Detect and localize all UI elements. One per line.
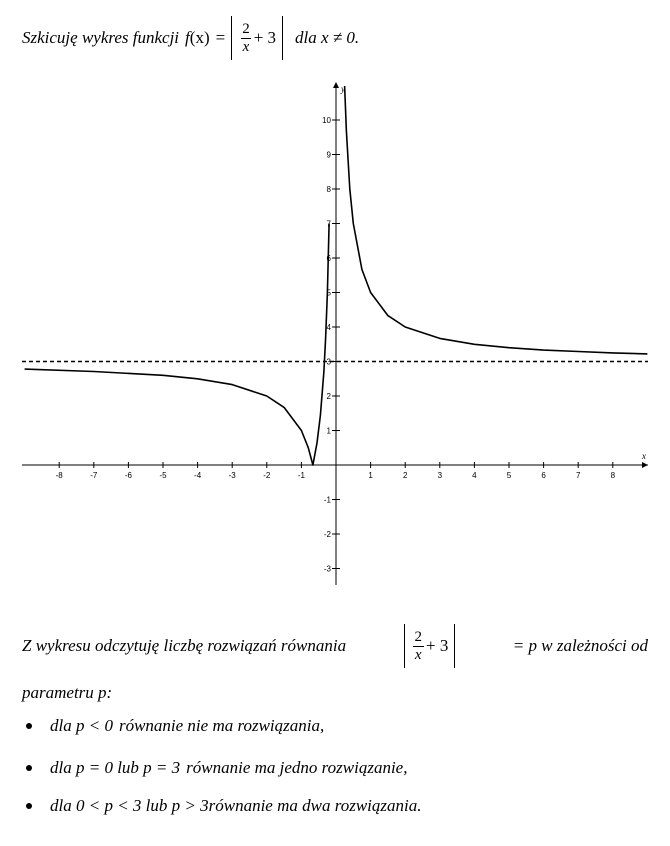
y-tick-label: 5 [326, 288, 331, 298]
bullet-dot-icon [26, 765, 32, 771]
function-curve-2 [342, 80, 647, 354]
x-tick-label: -4 [194, 471, 202, 480]
y-tick-label: 2 [326, 392, 331, 401]
fraction-denominator-2: x [414, 646, 422, 663]
bullet-item-1 [22, 716, 324, 736]
x-tick-label: 1 [368, 471, 373, 480]
x-axis-arrow-icon [642, 462, 648, 468]
x-tick-label: 7 [575, 471, 581, 480]
domain-text: dla x ≠ 0. [295, 28, 360, 47]
bullet-text: równanie ma dwa rozwiązania. [208, 796, 422, 815]
y-tick-label: 3 [326, 357, 331, 367]
y-tick-label: -3 [323, 564, 331, 574]
y-tick-label: 8 [326, 185, 331, 194]
fraction-denominator: x [242, 38, 250, 55]
y-tick-label: 1 [326, 426, 331, 436]
function-curve-1 [25, 224, 330, 466]
question-prefix: Z wykresu odczytuję liczbę rozwiązań równania [22, 636, 347, 655]
intro-line [22, 18, 359, 58]
y-tick-label: -2 [323, 530, 331, 539]
bullet-text: równanie nie ma rozwiązania, [118, 716, 325, 735]
curves-group [22, 80, 648, 465]
plus-term-2: + 3 [426, 636, 449, 655]
y-axis-arrow-icon [333, 82, 339, 88]
x-tick-label: -7 [90, 471, 98, 480]
plus-term: + 3 [253, 28, 277, 47]
parameter-line: parametru p: [22, 683, 113, 702]
y-tick-label: 10 [322, 116, 331, 125]
abs-bar-right-2 [454, 624, 455, 668]
function-name: f [185, 28, 190, 47]
x-tick-label: -5 [159, 471, 167, 480]
x-tick-label: 2 [402, 471, 408, 480]
x-tick-label: -8 [55, 471, 63, 480]
equals-sign: = [215, 28, 226, 47]
bullet-math: dla 0 < p < 3 lub p > 3 [50, 796, 209, 815]
fraction-numerator: 2 [242, 20, 250, 37]
x-tick-label: 3 [437, 471, 443, 480]
bullet-math: dla p = 0 lub p = 3 [50, 758, 181, 777]
bullet-item-2 [22, 758, 407, 778]
fraction-numerator-2: 2 [414, 628, 423, 645]
bullet-text: równanie ma jedno rozwiązanie, [186, 758, 408, 777]
x-tick-label: -1 [297, 471, 305, 480]
x-tick-label: -6 [124, 471, 132, 480]
abs-bar-right [282, 16, 283, 60]
bullet-item-3 [22, 796, 421, 816]
axes-group [22, 82, 648, 585]
y-tick-label: 9 [326, 150, 331, 160]
x-tick-label: 5 [506, 471, 512, 480]
abs-bar-left-2 [404, 624, 405, 668]
question-line [22, 620, 648, 672]
bullet-dot-icon [26, 803, 32, 809]
x-tick-label: 4 [472, 471, 477, 480]
y-tick-label: 4 [326, 323, 331, 332]
y-tick-label: 6 [326, 254, 331, 263]
question-suffix: = p w zależności od [512, 636, 648, 655]
x-tick-label: -3 [228, 471, 236, 480]
abs-bar-left [231, 16, 232, 60]
x-axis-label: x [642, 451, 646, 461]
fraction [240, 21, 252, 56]
intro-prefix: Szkicuję wykres funkcji [22, 28, 180, 47]
y-tick-label: 7 [326, 219, 331, 229]
function-arg: (x) [189, 28, 210, 47]
x-tick-label: -2 [263, 471, 271, 480]
equation [398, 624, 462, 668]
bullet-math: dla p < 0 [50, 716, 113, 735]
bullet-dot-icon [26, 723, 32, 729]
x-tick-label: 8 [610, 471, 616, 480]
fraction-2 [413, 629, 425, 664]
y-tick-label: -1 [323, 495, 331, 505]
y-axis-label: y [341, 84, 345, 94]
x-tick-label: 6 [541, 471, 546, 480]
function-graph [0, 80, 670, 590]
